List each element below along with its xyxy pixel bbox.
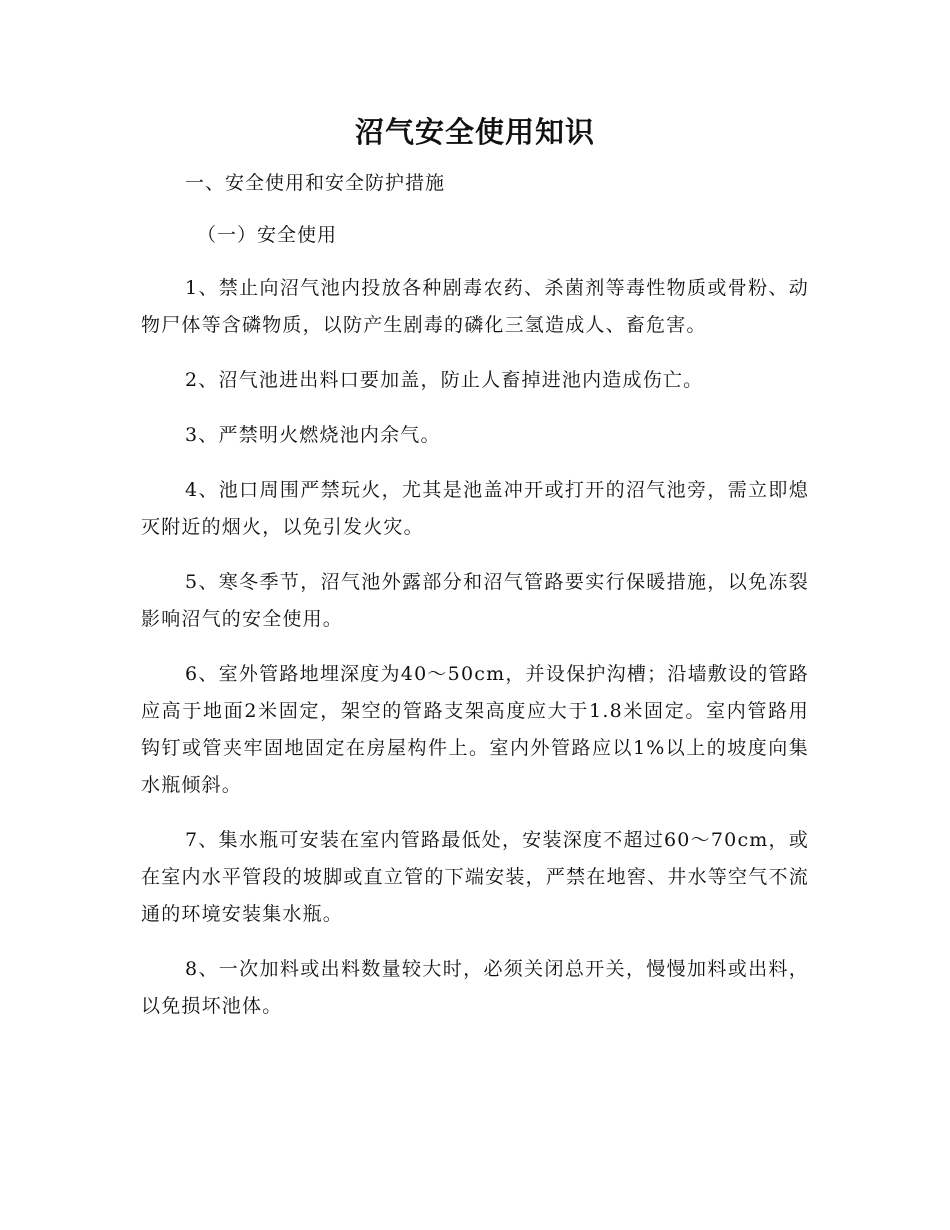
paragraph-item-2: 2、沼气池进出料口要加盖，防止人畜掉进池内造成伤亡。 <box>185 369 704 391</box>
paragraph-item-8: 8、一次加料或出料数量较大时，必须关闭总开关，慢慢加料或出料，以免损坏池体。 <box>141 958 809 1017</box>
document-body <box>141 166 809 1025</box>
paragraph-item-3: 3、严禁明火燃烧池内余气。 <box>185 424 441 446</box>
paragraph-item-7: 7、集水瓶可安装在室内管路最低处，安装深度不超过60～70cm，或在室内水平管段的坡脚或直立管的下端安装，严禁在地窖、井水等空气不流通的环境安装集水瓶。 <box>141 829 809 925</box>
section-heading: 一、安全使用和安全防护措施 <box>185 172 446 194</box>
page-title: 沼气安全使用知识 <box>354 115 595 149</box>
subsection-heading: （一）安全使用 <box>197 224 338 246</box>
paragraph-item-1: 1、禁止向沼气池内投放各种剧毒农药、杀菌剂等毒性物质或骨粉、动物尸体等含磷物质，以防产生剧毒的磷化三氢造成人、畜危害。 <box>141 277 809 336</box>
paragraph-item-5: 5、寒冬季节，沼气池外露部分和沼气管路要实行保暖措施，以免冻裂影响沼气的安全使用。 <box>141 571 809 630</box>
paragraph-item-6: 6、室外管路地埋深度为40～50cm，并设保护沟槽；沿墙敷设的管路应高于地面2米固定，架空的管路支架高度应大于1.8米固定。室内管路用钩钉或管夹牢固地固定在房屋构件上。室内外管路应以1%以上的坡度向集水瓶倾斜。 <box>141 663 809 796</box>
paragraph-item-4: 4、池口周围严禁玩火，尤其是池盖冲开或打开的沼气池旁，需立即熄灭附近的烟火，以免引发火灾。 <box>141 479 809 538</box>
